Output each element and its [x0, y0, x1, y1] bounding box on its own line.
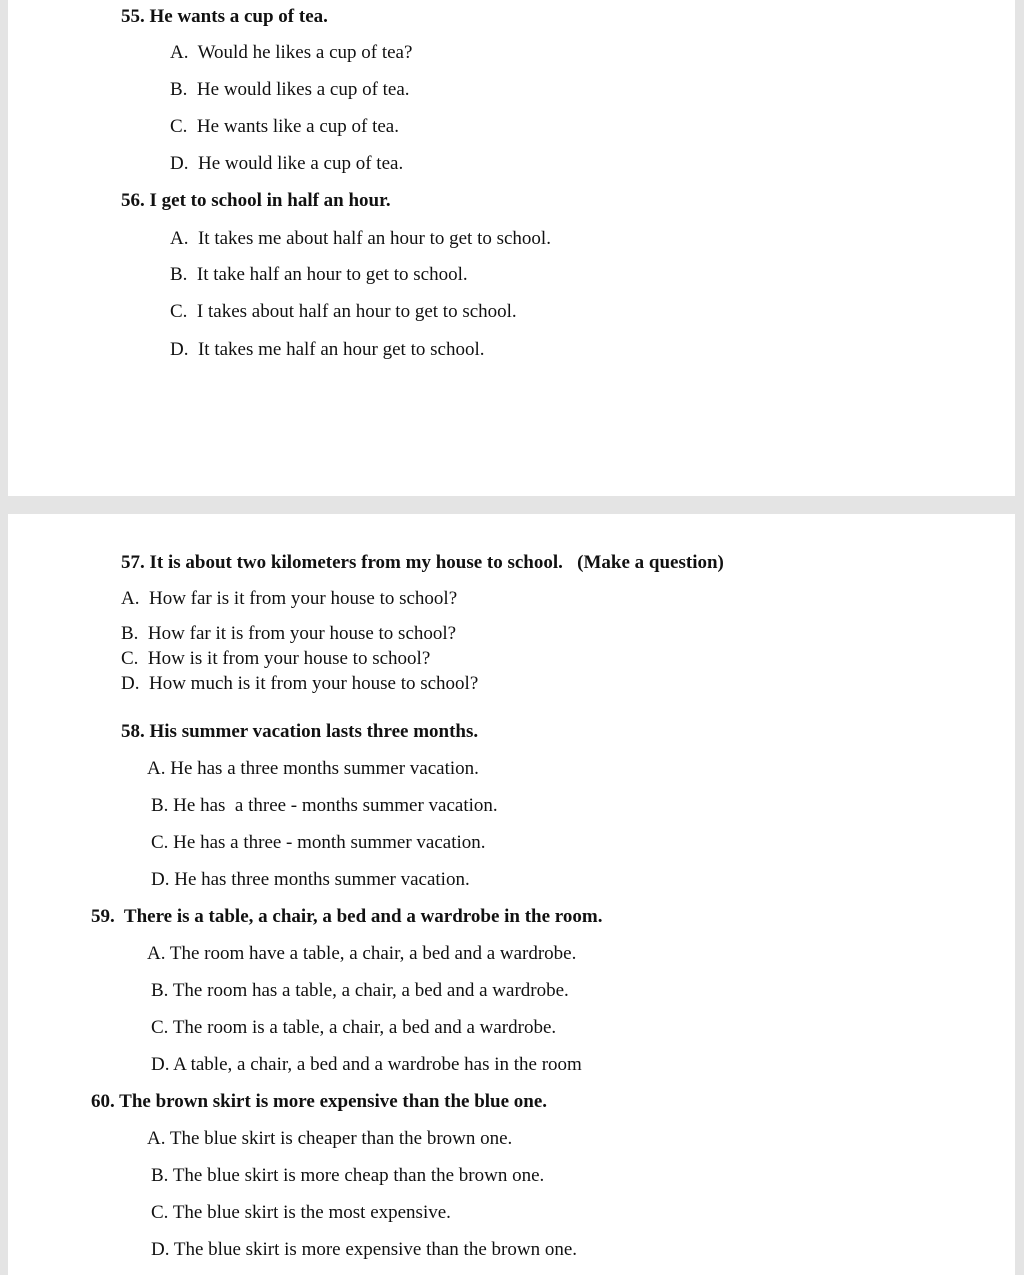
- question-number: 55.: [121, 6, 145, 27]
- option-60-a: A. The blue skirt is cheaper than the brown one.: [147, 1128, 513, 1149]
- question-58: [121, 721, 478, 743]
- question-60: [91, 1091, 547, 1113]
- option-55-b: B. He would likes a cup of tea.: [170, 79, 410, 100]
- option-55-d: D. He would like a cup of tea.: [170, 153, 404, 174]
- question-56: [121, 190, 391, 212]
- option-56-a: A. It takes me about half an hour to get to school.: [170, 228, 551, 249]
- option-60-c: C. The blue skirt is the most expensive.: [151, 1202, 451, 1223]
- question-number: 57.: [121, 552, 145, 573]
- question-number: 56.: [121, 190, 145, 211]
- option-58-a: A. He has a three months summer vacation.: [147, 758, 479, 779]
- question-prompt: There is a table, a chair, a bed and a wardrobe in the room.: [123, 906, 603, 927]
- question-number: 58.: [121, 721, 145, 742]
- option-56-c: C. I takes about half an hour to get to school.: [170, 301, 517, 322]
- question-57: [121, 552, 724, 574]
- question-59: [91, 906, 602, 928]
- question-number: 60.: [91, 1091, 115, 1112]
- question-number: 59.: [91, 906, 115, 927]
- option-56-b: B. It take half an hour to get to school.: [170, 264, 468, 285]
- option-59-c: C. The room is a table, a chair, a bed and a wardrobe.: [151, 1017, 557, 1038]
- option-57-a: A. How far is it from your house to school?: [121, 588, 458, 609]
- option-58-c: C. He has a three - month summer vacation.: [151, 832, 486, 853]
- option-59-a: A. The room have a table, a chair, a bed and a wardrobe.: [147, 943, 577, 964]
- option-59-d: D. A table, a chair, a bed and a wardrobe has in the room: [151, 1054, 582, 1075]
- option-56-d: D. It takes me half an hour get to school.: [170, 339, 485, 360]
- option-57-c: C. How is it from your house to school?: [121, 648, 431, 669]
- question-prompt: The brown skirt is more expensive than the blue one.: [119, 1091, 548, 1112]
- option-55-c: C. He wants like a cup of tea.: [170, 116, 399, 137]
- option-59-b: B. The room has a table, a chair, a bed and a wardrobe.: [151, 980, 569, 1001]
- option-57-d: D. How much is it from your house to school?: [121, 673, 479, 694]
- option-55-a: A. Would he likes a cup of tea?: [170, 42, 413, 63]
- option-58-d: D. He has three months summer vacation.: [151, 869, 470, 890]
- question-prompt: His summer vacation lasts three months.: [149, 721, 479, 742]
- option-58-b: B. He has a three - months summer vacation.: [151, 795, 498, 816]
- question-55: [121, 6, 328, 28]
- question-prompt: He wants a cup of tea.: [149, 6, 328, 27]
- option-57-b: B. How far it is from your house to school?: [121, 623, 457, 644]
- option-60-d: D. The blue skirt is more expensive than the brown one.: [151, 1239, 577, 1260]
- question-prompt: I get to school in half an hour.: [149, 190, 391, 211]
- option-60-b: B. The blue skirt is more cheap than the brown one.: [151, 1165, 545, 1186]
- question-prompt: It is about two kilometers from my house to school. (Make a question): [149, 552, 724, 573]
